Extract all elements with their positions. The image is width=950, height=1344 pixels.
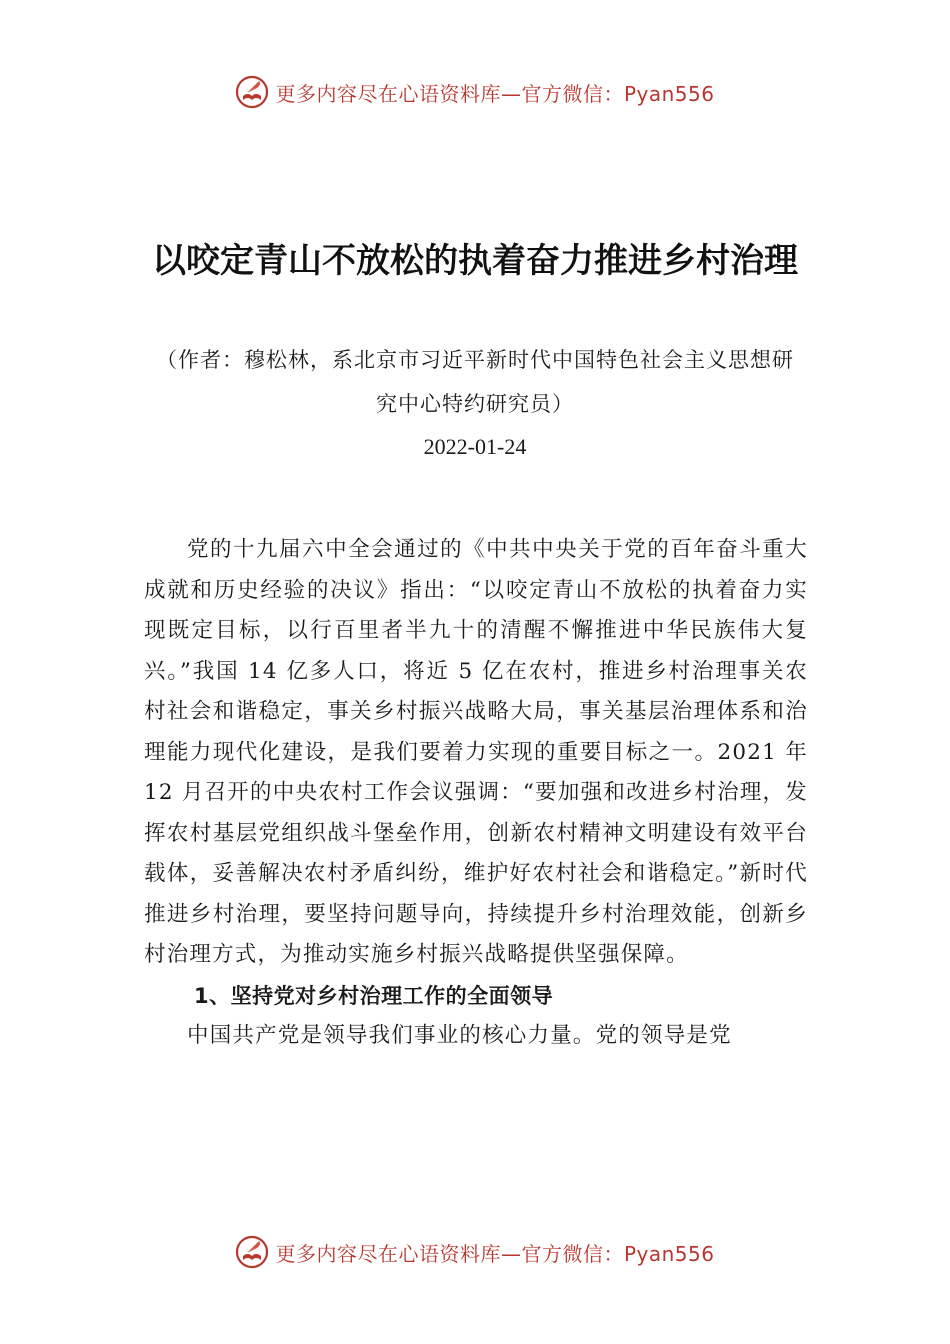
paragraph: 中国共产党是领导我们事业的核心力量。党的领导是党 (187, 1023, 732, 1048)
footer-banner-text: 更多内容尽在心语资料库—官方微信：Pyan556 (275, 1241, 715, 1266)
footer-banner (0, 1230, 950, 1274)
document-title: 以咬定青山不放松的执着奋力推进乡村治理 (152, 241, 798, 281)
header-banner (0, 70, 950, 114)
paragraph: 党的十九届六中全会通过的《中共中央关于党的百年奋斗重大成就和历史经验的决议》指出：“以咬定青山不放松的执着奋力实现既定目标，以行百里者半九十的清醒不懈推进中华民族伟大复兴。”我国 14 亿多人口，将近 5 亿在农村，推进乡村治理事关农村社会和谐稳定，事关乡村振兴战略大局，事关基层治理体系和治理能力现代化建设，是我们要着力实现的重要目标之一。2021 年 12 月召开的中央农村工作会议强调：“要加强和改进乡村治理，发挥农村基层党组织战斗堡垒作用，创新农村精神文明建设有效平台载体，妥善解决农村矛盾纠纷，维护好农村社会和谐稳定。”新时代推进乡村治理，要坚持问题导向，持续提升乡村治理效能，创新乡村治理方式，为推动实施乡村振兴战略提供坚强保障。 (144, 537, 808, 967)
book-feather-logo-icon (235, 75, 269, 109)
author-line: （作者：穆松林，系北京市习近平新时代中国特色社会主义思想研究中心特约研究员） (156, 348, 794, 416)
section-heading: 1、坚持党对乡村治理工作的全面领导 (194, 983, 554, 1008)
book-feather-logo-icon (235, 1235, 269, 1269)
article-body (144, 530, 808, 1057)
header-banner-text: 更多内容尽在心语资料库—官方微信：Pyan556 (275, 81, 715, 106)
publish-date: 2022-01-24 (423, 434, 527, 459)
